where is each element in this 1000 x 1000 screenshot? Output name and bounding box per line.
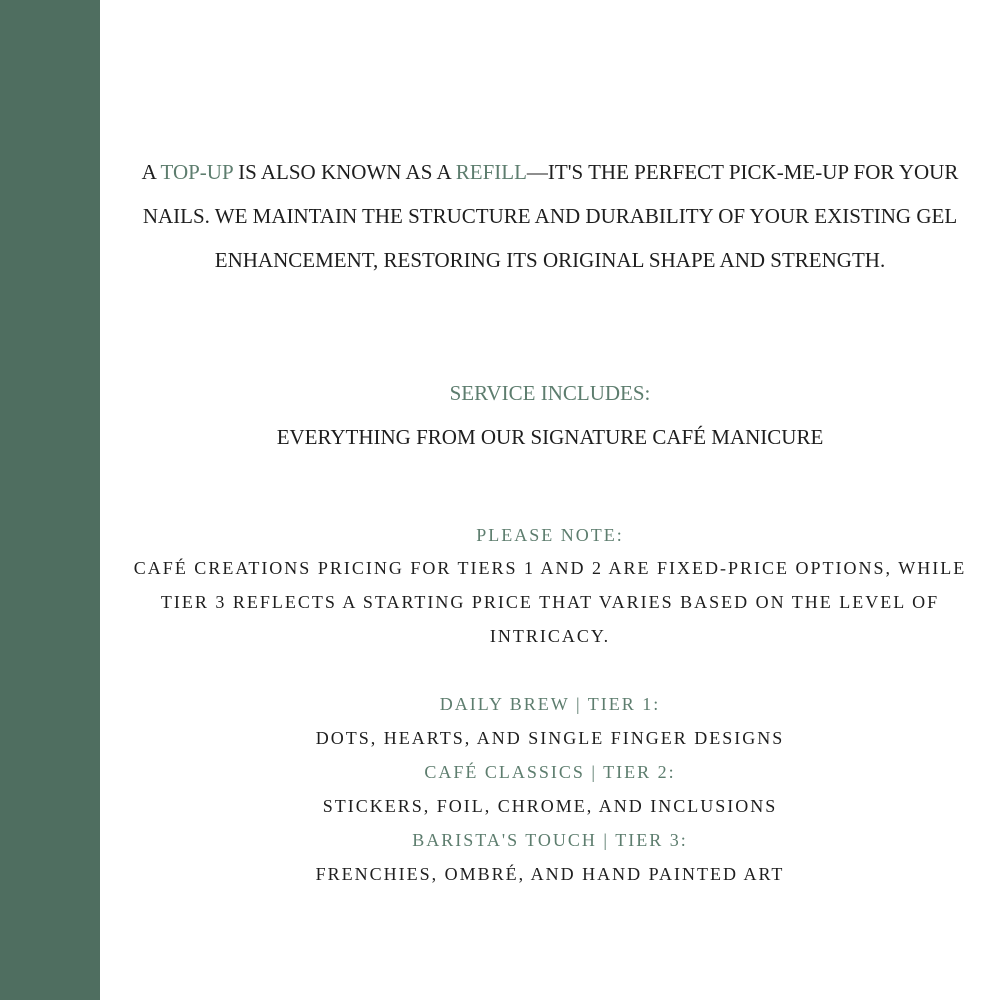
service-description: [100, 0, 1000, 1000]
term-top-up: TOP-UP: [160, 160, 233, 184]
service-includes-text: EVERYTHING FROM OUR SIGNATURE CAFÉ MANICURE: [276, 425, 824, 449]
tier-3-title: BARISTA'S TOUCH | TIER 3:: [412, 830, 688, 850]
term-refill: REFILL: [455, 160, 527, 184]
tier-1-description: DOTS, HEARTS, AND SINGLE FINGER DESIGNS: [315, 728, 785, 748]
decorative-sidebar: [0, 0, 100, 1000]
tier-3-description: FRENCHIES, OMBRÉ, AND HAND PAINTED ART: [315, 864, 785, 884]
tier-2-description: STICKERS, FOIL, CHROME, AND INCLUSIONS: [322, 796, 778, 816]
intro-paragraph: [140, 150, 960, 282]
intro-middle: IS ALSO KNOWN AS A: [232, 160, 456, 184]
intro-prefix: A: [141, 160, 161, 184]
service-includes-heading: SERVICE INCLUDES:: [449, 381, 651, 405]
tier-2-title: CAFÉ CLASSICS | TIER 2:: [424, 762, 676, 782]
tier-list: [100, 687, 1000, 891]
note-heading: PLEASE NOTE:: [476, 525, 624, 545]
tier-1-title: DAILY BREW | TIER 1:: [439, 694, 661, 714]
note-text: CAFÉ CREATIONS PRICING FOR TIERS 1 AND 2 ARE FIXED-PRICE OPTIONS, WHILE TIER 3 REFLECTS A STARTING PRICE THAT VARIES BASED ON THE LEVEL OF INTRICACY.: [133, 558, 967, 646]
intro-rest: —IT'S THE PERFECT PICK-ME-UP FOR YOUR NAILS. WE MAINTAIN THE STRUCTURE AND DURABILITY OF YOUR EXISTING GEL ENHANCEMENT, RESTORING ITS ORIGINAL SHAPE AND STRENGTH.: [142, 160, 959, 272]
